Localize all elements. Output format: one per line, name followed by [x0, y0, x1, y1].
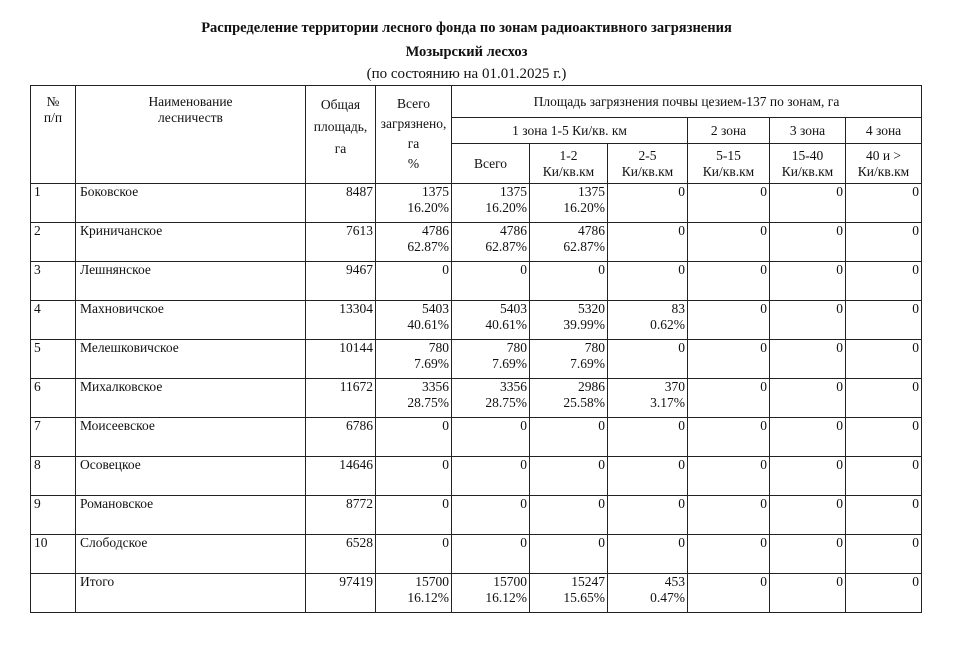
cell-percent: 0.47% [650, 590, 685, 605]
row-zone1-12 [530, 418, 608, 457]
row-zone3 [770, 535, 846, 574]
row-total [376, 379, 452, 418]
row-zone2 [688, 574, 770, 613]
cell-percent: 62.87% [563, 239, 605, 254]
cell-value: 1375 [578, 184, 605, 199]
row-total [376, 223, 452, 262]
row-zone4 [846, 574, 922, 613]
row-total [376, 184, 452, 223]
table-row [31, 184, 922, 223]
row-name [76, 535, 306, 574]
cell-percent: 39.99% [563, 317, 605, 332]
cell-value: 15700 [493, 574, 527, 589]
row-no [31, 496, 76, 535]
cell-value: 13304 [339, 301, 373, 316]
cell-value: 0 [598, 457, 605, 472]
row-zone3 [770, 340, 846, 379]
row-no [31, 574, 76, 613]
row-zone1-12 [530, 535, 608, 574]
row-zone3 [770, 457, 846, 496]
header-z1-12: 1-2 Ки/кв.км [530, 144, 608, 184]
table-row [31, 223, 922, 262]
row-zone1-all [452, 301, 530, 340]
row-area [306, 574, 376, 613]
row-area [306, 301, 376, 340]
header-total-area: Общая площадь, га [306, 86, 376, 184]
row-zone4 [846, 457, 922, 496]
cell-value: 3 [34, 262, 41, 277]
row-zone1-12 [530, 301, 608, 340]
row-no [31, 457, 76, 496]
row-zone2 [688, 340, 770, 379]
cell-value: 4 [34, 301, 41, 316]
row-zone1-12 [530, 340, 608, 379]
table-row [31, 457, 922, 496]
cell-percent: 16.20% [563, 200, 605, 215]
cell-value: 0 [836, 184, 843, 199]
cell-value: 83 [671, 301, 685, 316]
cell-value: 14646 [339, 457, 373, 472]
row-zone2 [688, 301, 770, 340]
cell-value: 1375 [500, 184, 527, 199]
cell-value: 0 [836, 262, 843, 277]
row-name [76, 379, 306, 418]
cell-value: 15700 [415, 574, 449, 589]
cell-percent: 15.65% [563, 590, 605, 605]
cell-value: 0 [598, 418, 605, 433]
cell-value: 5320 [578, 301, 605, 316]
row-area [306, 223, 376, 262]
cell-value: 0 [442, 418, 449, 433]
row-zone1-25 [608, 340, 688, 379]
cell-value: 370 [664, 379, 685, 394]
header-zone3: 3 зона [770, 118, 846, 144]
cell-percent: 7.69% [414, 356, 449, 371]
row-zone1-25 [608, 496, 688, 535]
cell-value: 0 [836, 340, 843, 355]
header-z1-all: Всего [452, 144, 530, 184]
row-zone1-all [452, 184, 530, 223]
cell-percent: 16.12% [485, 590, 527, 605]
cell-value: 0 [760, 418, 767, 433]
row-zone1-all [452, 223, 530, 262]
cell-percent: 40.61% [485, 317, 527, 332]
cell-value: 5 [34, 340, 41, 355]
header-area-zones: Площадь загрязнения почвы цезием-137 по зонам, га [452, 86, 922, 118]
cell-value: 10144 [339, 340, 373, 355]
cell-value: 0 [520, 262, 527, 277]
row-zone1-all [452, 457, 530, 496]
cell-value: 0 [836, 496, 843, 511]
cell-value: 0 [912, 574, 919, 589]
row-zone1-25 [608, 301, 688, 340]
row-zone3 [770, 496, 846, 535]
cell-value: 0 [912, 184, 919, 199]
cell-value: 97419 [339, 574, 373, 589]
row-name [76, 340, 306, 379]
cell-percent: 25.58% [563, 395, 605, 410]
row-total [376, 418, 452, 457]
cell-value: 2986 [578, 379, 605, 394]
cell-value: 0 [678, 262, 685, 277]
row-zone2 [688, 223, 770, 262]
row-total [376, 574, 452, 613]
cell-value: 0 [912, 262, 919, 277]
cell-percent: 7.69% [492, 356, 527, 371]
header-z3: 15-40 Ки/кв.км [770, 144, 846, 184]
row-zone3 [770, 223, 846, 262]
row-area [306, 262, 376, 301]
row-zone1-25 [608, 418, 688, 457]
cell-value: 0 [678, 457, 685, 472]
header-zone4: 4 зона [846, 118, 922, 144]
row-zone1-12 [530, 223, 608, 262]
row-zone3 [770, 184, 846, 223]
cell-percent: 7.69% [570, 356, 605, 371]
table-row [31, 574, 922, 613]
row-area [306, 418, 376, 457]
cell-value: 7 [34, 418, 41, 433]
cell-value: 4786 [422, 223, 449, 238]
cell-percent: 16.20% [485, 200, 527, 215]
row-zone1-12 [530, 184, 608, 223]
row-zone4 [846, 301, 922, 340]
table-row [31, 340, 922, 379]
cell-value: 0 [912, 457, 919, 472]
cell-value: 0 [836, 535, 843, 550]
cell-value: 0 [912, 496, 919, 511]
row-zone3 [770, 418, 846, 457]
row-area [306, 535, 376, 574]
cell-value: 1375 [422, 184, 449, 199]
cell-value: 0 [836, 418, 843, 433]
cell-value: 3356 [500, 379, 527, 394]
contamination-table [30, 85, 922, 613]
row-zone1-12 [530, 457, 608, 496]
row-total [376, 262, 452, 301]
cell-value: 780 [584, 340, 605, 355]
row-zone1-25 [608, 457, 688, 496]
row-no [31, 418, 76, 457]
row-zone1-all [452, 262, 530, 301]
row-no [31, 223, 76, 262]
row-zone1-25 [608, 223, 688, 262]
cell-value: 7613 [346, 223, 373, 238]
row-zone4 [846, 535, 922, 574]
row-zone1-all [452, 340, 530, 379]
row-no [31, 340, 76, 379]
row-zone2 [688, 418, 770, 457]
cell-value: Криничанское [80, 223, 163, 238]
row-zone1-25 [608, 184, 688, 223]
cell-value: 0 [760, 223, 767, 238]
cell-percent: 16.20% [407, 200, 449, 215]
row-area [306, 457, 376, 496]
cell-value: 0 [520, 535, 527, 550]
row-total [376, 340, 452, 379]
row-name [76, 262, 306, 301]
header-z1-25: 2-5 Ки/кв.км [608, 144, 688, 184]
cell-value: 8772 [346, 496, 373, 511]
cell-value: 8487 [346, 184, 373, 199]
cell-percent: 0.62% [650, 317, 685, 332]
header-name: Наименование лесничеств [76, 86, 306, 184]
cell-value: Итого [80, 574, 115, 589]
cell-value: 0 [760, 535, 767, 550]
cell-value: 0 [760, 574, 767, 589]
row-zone4 [846, 418, 922, 457]
row-zone2 [688, 262, 770, 301]
row-zone1-12 [530, 262, 608, 301]
table-row [31, 535, 922, 574]
cell-value: 6 [34, 379, 41, 394]
cell-value: 1 [34, 184, 41, 199]
row-name [76, 223, 306, 262]
cell-value: 0 [760, 340, 767, 355]
cell-value: Романовское [80, 496, 154, 511]
cell-value: 0 [598, 496, 605, 511]
cell-value: 0 [598, 262, 605, 277]
row-zone2 [688, 184, 770, 223]
row-name [76, 418, 306, 457]
row-zone4 [846, 223, 922, 262]
cell-value: 0 [442, 262, 449, 277]
table-row [31, 262, 922, 301]
row-zone1-all [452, 379, 530, 418]
cell-value: 8 [34, 457, 41, 472]
row-name [76, 457, 306, 496]
cell-percent: 28.75% [407, 395, 449, 410]
row-no [31, 535, 76, 574]
cell-value: 0 [912, 418, 919, 433]
cell-value: Слободское [80, 535, 148, 550]
row-zone3 [770, 379, 846, 418]
cell-value: 5403 [500, 301, 527, 316]
cell-value: 4786 [578, 223, 605, 238]
cell-value: Моисеевское [80, 418, 155, 433]
cell-value: 0 [520, 418, 527, 433]
header-total-contaminated: Всего загрязнено, га % [376, 86, 452, 184]
table-row [31, 496, 922, 535]
row-zone2 [688, 535, 770, 574]
cell-value: 453 [664, 574, 685, 589]
row-zone2 [688, 457, 770, 496]
row-no [31, 184, 76, 223]
cell-value: Боковское [80, 184, 139, 199]
cell-value: 780 [428, 340, 449, 355]
cell-value: 11672 [339, 379, 373, 394]
cell-percent: 3.17% [650, 395, 685, 410]
row-zone4 [846, 340, 922, 379]
row-area [306, 379, 376, 418]
cell-percent: 40.61% [407, 317, 449, 332]
row-total [376, 535, 452, 574]
cell-value: 0 [678, 184, 685, 199]
row-zone1-25 [608, 262, 688, 301]
row-no [31, 262, 76, 301]
header-z4: 40 и > Ки/кв.км [846, 144, 922, 184]
cell-percent: 62.87% [485, 239, 527, 254]
cell-value: 0 [836, 223, 843, 238]
row-zone1-all [452, 418, 530, 457]
cell-value: 0 [912, 535, 919, 550]
row-name [76, 184, 306, 223]
row-zone1-12 [530, 496, 608, 535]
header-z2: 5-15 Ки/кв.км [688, 144, 770, 184]
cell-value: 3356 [422, 379, 449, 394]
cell-value: 0 [520, 496, 527, 511]
row-no [31, 301, 76, 340]
cell-value: 5403 [422, 301, 449, 316]
cell-value: 0 [836, 457, 843, 472]
row-zone1-25 [608, 379, 688, 418]
cell-percent: 62.87% [407, 239, 449, 254]
cell-value: 0 [836, 301, 843, 316]
cell-value: 0 [678, 535, 685, 550]
row-total [376, 496, 452, 535]
row-zone4 [846, 262, 922, 301]
cell-value: 0 [912, 379, 919, 394]
row-zone1-all [452, 535, 530, 574]
cell-value: 15247 [571, 574, 605, 589]
title-line-3: (по состоянию на 01.01.2025 г.) [366, 66, 567, 82]
cell-value: 2 [34, 223, 41, 238]
row-zone2 [688, 496, 770, 535]
row-zone1-all [452, 496, 530, 535]
cell-value: 0 [760, 379, 767, 394]
row-zone4 [846, 184, 922, 223]
cell-value: 9 [34, 496, 41, 511]
title-line-2: Мозырский лесхоз [405, 44, 528, 60]
row-zone3 [770, 301, 846, 340]
row-zone1-all [452, 574, 530, 613]
cell-value: 0 [760, 496, 767, 511]
cell-percent: 28.75% [485, 395, 527, 410]
cell-value: 0 [760, 457, 767, 472]
cell-value: 0 [442, 457, 449, 472]
table-row [31, 379, 922, 418]
cell-value: 10 [34, 535, 48, 550]
row-zone1-25 [608, 535, 688, 574]
cell-value: 6528 [346, 535, 373, 550]
table-row [31, 418, 922, 457]
cell-value: 0 [598, 535, 605, 550]
cell-value: 0 [678, 340, 685, 355]
row-zone3 [770, 574, 846, 613]
cell-value: 780 [506, 340, 527, 355]
table-row [31, 301, 922, 340]
row-zone4 [846, 379, 922, 418]
cell-value: 0 [520, 457, 527, 472]
cell-value: 0 [912, 301, 919, 316]
cell-value: 0 [678, 496, 685, 511]
row-zone3 [770, 262, 846, 301]
row-area [306, 496, 376, 535]
cell-value: 6786 [346, 418, 373, 433]
cell-value: 0 [760, 262, 767, 277]
cell-value: Махновичское [80, 301, 164, 316]
row-name [76, 574, 306, 613]
cell-value: 4786 [500, 223, 527, 238]
row-zone1-12 [530, 574, 608, 613]
cell-value: 9467 [346, 262, 373, 277]
cell-value: 0 [912, 340, 919, 355]
header-zone1: 1 зона 1-5 Ки/кв. км [452, 118, 688, 144]
row-zone1-12 [530, 379, 608, 418]
cell-value: 0 [442, 496, 449, 511]
row-total [376, 301, 452, 340]
cell-value: 0 [678, 223, 685, 238]
cell-value: 0 [678, 418, 685, 433]
cell-value: 0 [760, 184, 767, 199]
cell-value: Осовецкое [80, 457, 141, 472]
cell-value: 0 [836, 574, 843, 589]
row-total [376, 457, 452, 496]
row-name [76, 301, 306, 340]
cell-percent: 16.12% [407, 590, 449, 605]
row-zone4 [846, 496, 922, 535]
cell-value: Лешнянское [80, 262, 151, 277]
row-zone1-25 [608, 574, 688, 613]
cell-value: 0 [760, 301, 767, 316]
cell-value: 0 [836, 379, 843, 394]
cell-value: 0 [912, 223, 919, 238]
row-name [76, 496, 306, 535]
row-zone2 [688, 379, 770, 418]
row-area [306, 340, 376, 379]
header-no: № п/п [31, 86, 76, 184]
cell-value: Михалковское [80, 379, 163, 394]
row-no [31, 379, 76, 418]
row-area [306, 184, 376, 223]
cell-value: 0 [442, 535, 449, 550]
cell-value: Мелешковичское [80, 340, 179, 355]
title-line-1: Распределение территории лесного фонда по зонам радиоактивного загрязнения [201, 20, 732, 36]
header-zone2: 2 зона [688, 118, 770, 144]
